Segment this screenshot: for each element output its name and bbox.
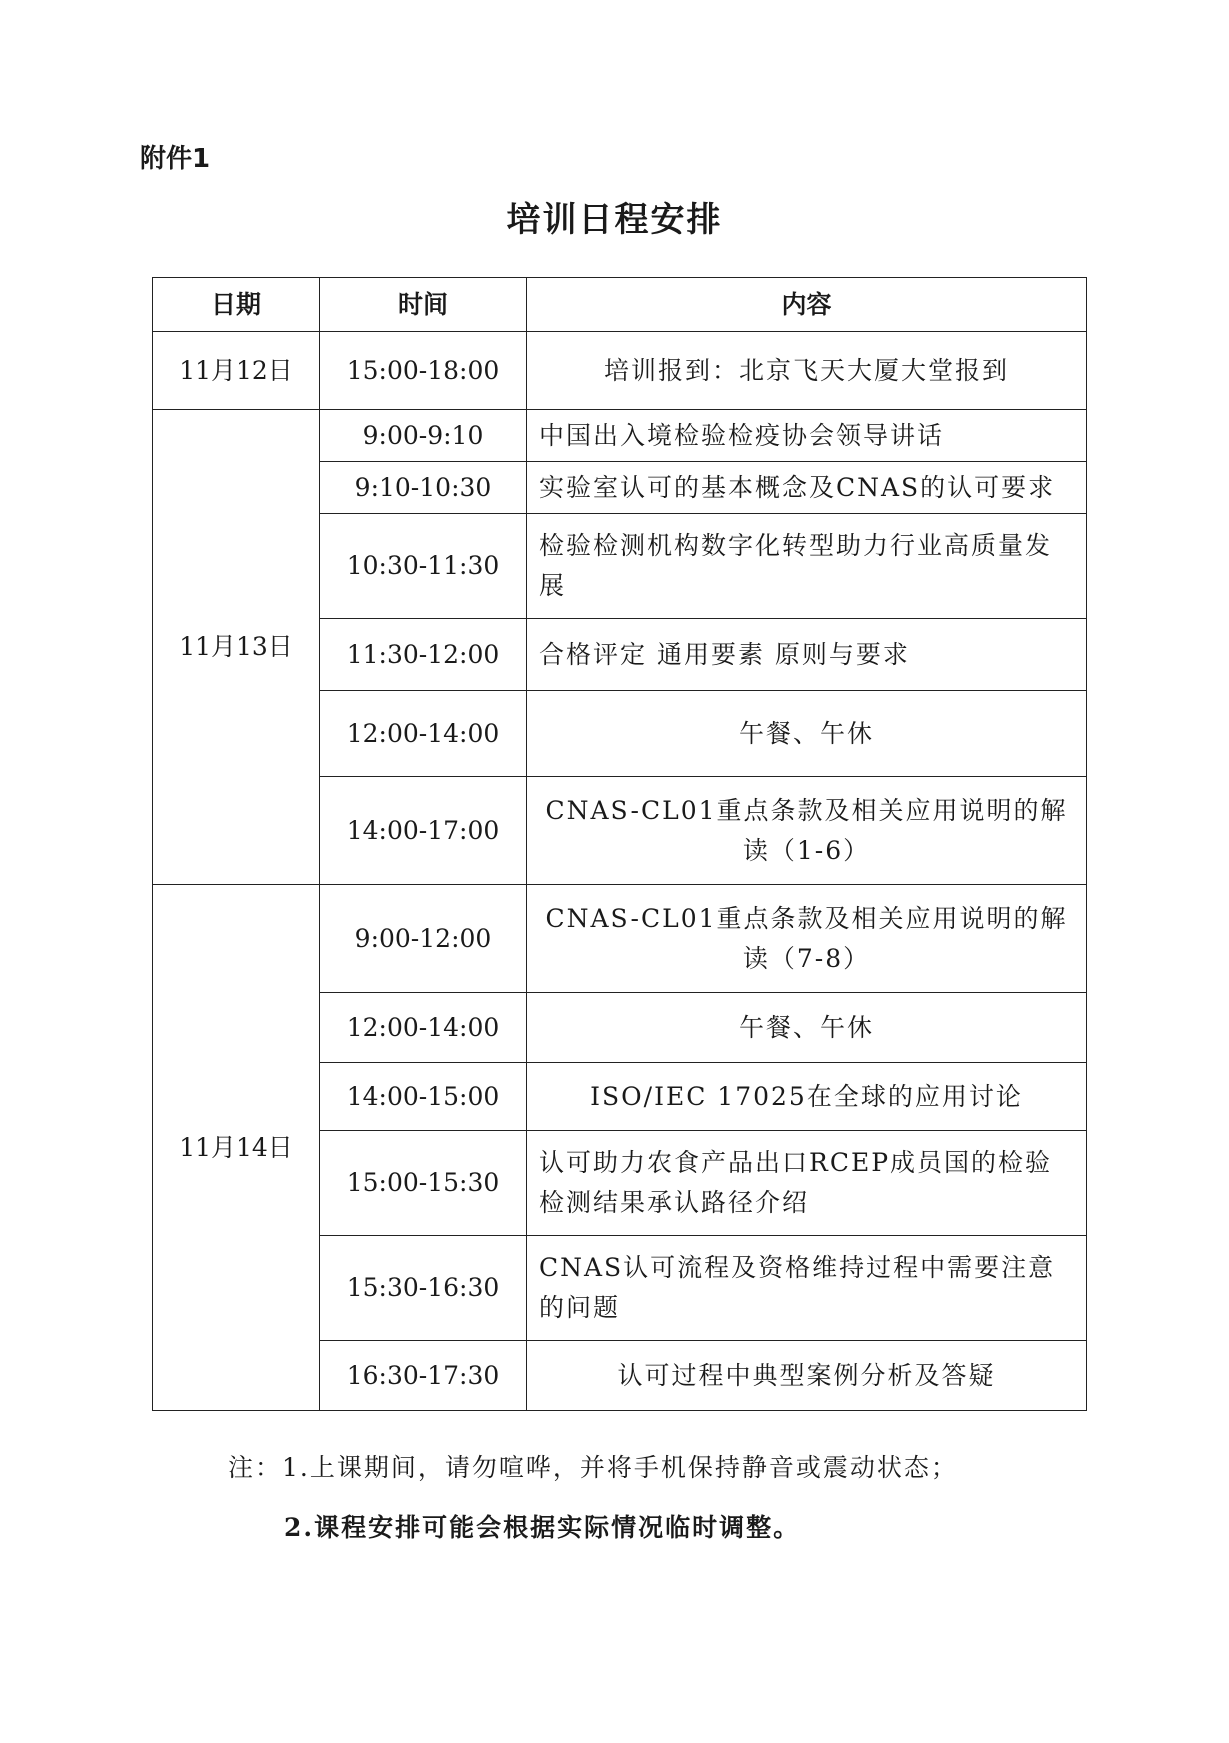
date-cell: 11月13日 bbox=[153, 410, 320, 885]
page-title: 培训日程安排 bbox=[506, 200, 723, 240]
time-cell: 16:30-17:30 bbox=[320, 1341, 527, 1411]
content-cell: 检验检测机构数字化转型助力行业高质量发展 bbox=[527, 514, 1087, 619]
content-cell: 认可过程中典型案例分析及答疑 bbox=[527, 1341, 1087, 1411]
time-cell: 11:30-12:00 bbox=[320, 619, 527, 691]
time-cell: 15:00-15:30 bbox=[320, 1131, 527, 1236]
content-cell: 实验室认可的基本概念及CNAS的认可要求 bbox=[527, 462, 1087, 514]
content-cell: CNAS-CL01重点条款及相关应用说明的解读（7-8） bbox=[527, 885, 1087, 993]
time-cell: 14:00-17:00 bbox=[320, 777, 527, 885]
content-cell: 认可助力农食产品出口RCEP成员国的检验检测结果承认路径介绍 bbox=[527, 1131, 1087, 1236]
header-date: 日期 bbox=[153, 278, 320, 332]
time-cell: 9:10-10:30 bbox=[320, 462, 527, 514]
content-cell: CNAS认可流程及资格维持过程中需要注意的问题 bbox=[527, 1236, 1087, 1341]
time-cell: 9:00-12:00 bbox=[320, 885, 527, 993]
attachment-label: 附件1 bbox=[140, 144, 211, 174]
content-cell: CNAS-CL01重点条款及相关应用说明的解读（1-6） bbox=[527, 777, 1087, 885]
table-header-row bbox=[153, 278, 1087, 332]
header-content: 内容 bbox=[527, 278, 1087, 332]
table-row bbox=[153, 410, 1087, 462]
content-cell: 午餐、午休 bbox=[527, 691, 1087, 777]
time-cell: 9:00-9:10 bbox=[320, 410, 527, 462]
date-cell: 11月12日 bbox=[153, 332, 320, 410]
note-2: 2.课程安排可能会根据实际情况临时调整。 bbox=[284, 1513, 801, 1542]
content-cell: 合格评定 通用要素 原则与要求 bbox=[527, 619, 1087, 691]
note-1: 注：1.上课期间，请勿喧哗，并将手机保持静音或震动状态； bbox=[228, 1453, 958, 1482]
content-cell: ISO/IEC 17025在全球的应用讨论 bbox=[527, 1063, 1087, 1131]
header-time: 时间 bbox=[320, 278, 527, 332]
content-cell: 中国出入境检验检疫协会领导讲话 bbox=[527, 410, 1087, 462]
content-cell: 午餐、午休 bbox=[527, 993, 1087, 1063]
time-cell: 12:00-14:00 bbox=[320, 993, 527, 1063]
time-cell: 15:30-16:30 bbox=[320, 1236, 527, 1341]
time-cell: 12:00-14:00 bbox=[320, 691, 527, 777]
table-row bbox=[153, 885, 1087, 993]
content-cell: 培训报到：北京飞天大厦大堂报到 bbox=[527, 332, 1087, 410]
time-cell: 10:30-11:30 bbox=[320, 514, 527, 619]
date-cell: 11月14日 bbox=[153, 885, 320, 1411]
table-row bbox=[153, 332, 1087, 410]
time-cell: 15:00-18:00 bbox=[320, 332, 527, 410]
time-cell: 14:00-15:00 bbox=[320, 1063, 527, 1131]
schedule-table bbox=[152, 277, 1087, 1411]
